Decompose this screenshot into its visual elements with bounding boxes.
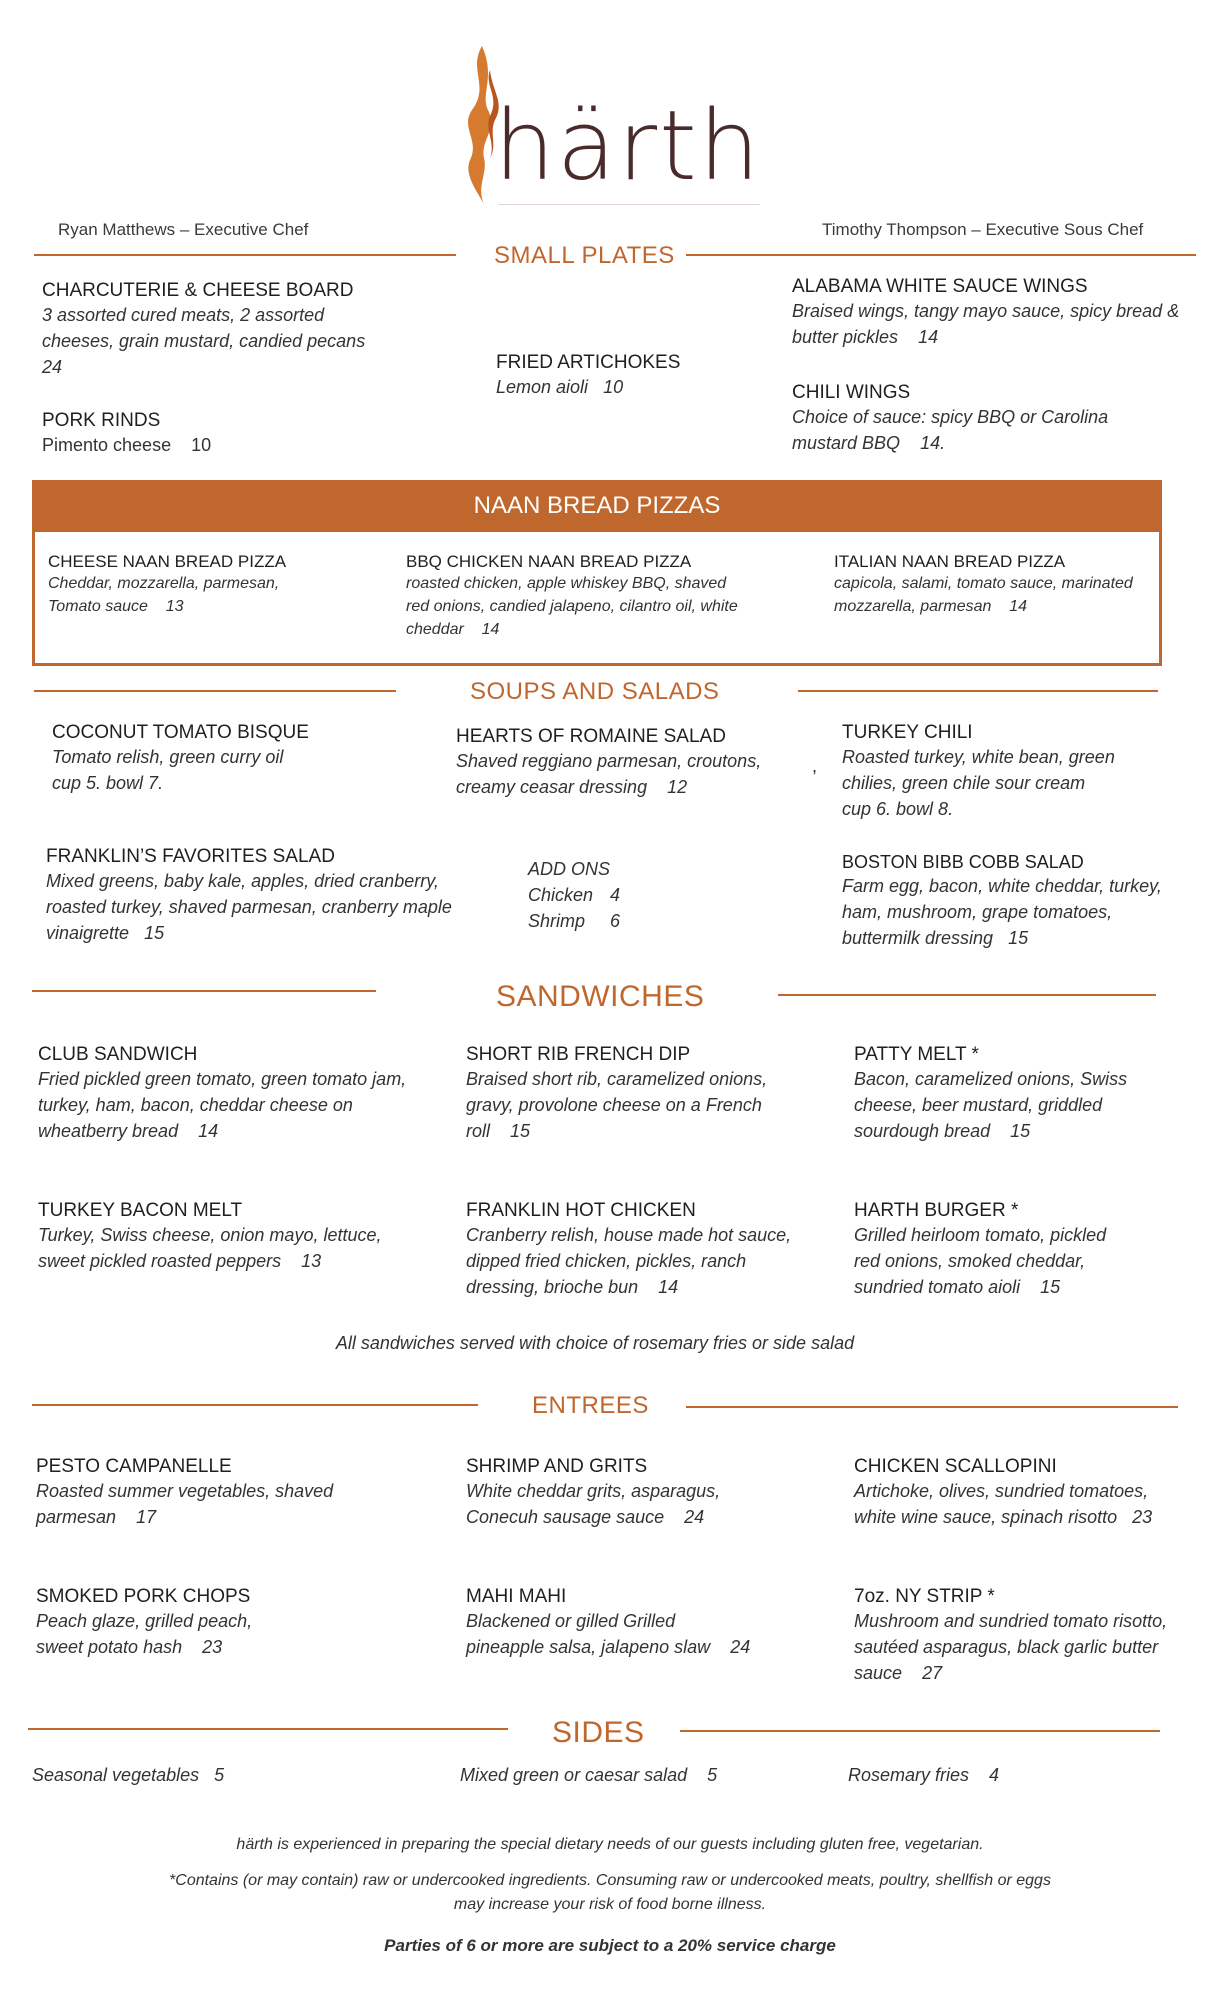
stray-comma: , xyxy=(812,756,818,776)
price: 10 xyxy=(191,435,212,455)
menu-item: SHORT RIB FRENCH DIP Braised short rib, caramelized onions, gravy, provolone cheese on a French roll 15 xyxy=(466,1044,768,1141)
menu-item: CHICKEN SCALLOPINI Artichoke, olives, sundried tomatoes, white wine sauce, spinach risotto 23 xyxy=(854,1456,1153,1527)
menu-item: FRANKLIN HOT CHICKEN Cranberry relish, house made hot sauce, dipped fried chicken, pickles, ranch dressing, brioche bun 14 xyxy=(466,1200,792,1297)
menu-item: FRIED ARTICHOKES Lemon aioli 10 xyxy=(496,352,681,397)
sous-chef: Timothy Thompson – Executive Sous Chef xyxy=(822,220,1144,239)
price: 14 xyxy=(1009,598,1027,615)
price: 27 xyxy=(922,1663,943,1683)
menu-item: ITALIAN NAAN BREAD PIZZA capicola, salami, tomato sauce, marinated mozzarella, parmesan 14 xyxy=(834,552,1133,615)
section-title-sandwiches: SANDWICHES xyxy=(496,980,705,1013)
menu-item: CLUB SANDWICH Fried pickled green tomato, green tomato jam, turkey, ham, bacon, cheddar cheese on wheatberry bread 14 xyxy=(38,1044,407,1141)
brand-wordmark: härth xyxy=(494,90,762,202)
menu-item: CHARCUTERIE & CHEESE BOARD 3 assorted cured meats, 2 assorted cheeses, grain mustard, candied pecans 24 xyxy=(42,280,382,380)
side-item: Seasonal vegetables 5 xyxy=(32,1765,225,1785)
price: 13 xyxy=(165,598,184,615)
price: 4 xyxy=(610,885,621,905)
menu-item: BOSTON BIBB COBB SALAD Farm egg, bacon, white cheddar, turkey, ham, mushroom, grape tomatoes, buttermilk dressing 15 xyxy=(842,852,1162,948)
menu-item: CHEESE NAAN BREAD PIZZA Cheddar, mozzarella, parmesan, Tomato sauce 13 xyxy=(48,552,287,615)
price: 23 xyxy=(202,1637,223,1657)
menu-item: HARTH BURGER * Grilled heirloom tomato, pickled red onions, smoked cheddar, sundried tomato aioli 15 xyxy=(854,1200,1107,1297)
section-rule xyxy=(798,690,1158,692)
menu-item: TURKEY BACON MELT Turkey, Swiss cheese, onion mayo, lettuce, sweet pickled roasted peppers 13 xyxy=(38,1200,382,1271)
section-title-pizzas: NAAN BREAD PIZZAS xyxy=(32,480,1162,532)
service-charge-note: Parties of 6 or more are subject to a 20% service charge xyxy=(384,1936,836,1955)
sandwich-note: All sandwiches served with choice of rosemary fries or side salad xyxy=(335,1333,855,1353)
price: 15 xyxy=(1040,1277,1061,1297)
section-rule xyxy=(32,1404,478,1406)
price: cup 5. bowl 7. xyxy=(52,773,164,793)
side-item: Rosemary fries 4 xyxy=(848,1765,1000,1785)
price: 14 xyxy=(198,1121,219,1141)
menu-item: COCONUT TOMATO BISQUE Tomato relish, green curry oil cup 5. bowl 7. xyxy=(52,722,372,796)
menu-item: PESTO CAMPANELLE Roasted summer vegetables, shaved parmesan 17 xyxy=(36,1456,334,1527)
price: 15 xyxy=(1008,928,1029,948)
price: 5 xyxy=(214,1765,225,1785)
section-rule xyxy=(28,1728,508,1730)
section-rule xyxy=(32,990,376,992)
menu-item: FRANKLIN’S FAVORITES SALAD Mixed greens, baby kale, apples, dried cranberry, roasted turkey, shaved parmesan, cranberry maple vinaigrette 15 xyxy=(46,846,452,943)
menu-item: MAHI MAHI Blackened or gilled Grilled pineapple salsa, jalapeno slaw 24 xyxy=(466,1586,751,1657)
price: 15 xyxy=(510,1121,531,1141)
dietary-note: härth is experienced in preparing the special dietary needs of our guests including gluten free, vegetarian. xyxy=(236,1836,984,1853)
price: 4 xyxy=(989,1765,1000,1785)
menu-item: PORK RINDS Pimento cheese 10 xyxy=(42,410,212,455)
menu-item: CHILI WINGS Choice of sauce: spicy BBQ or Carolina mustard BBQ 14. xyxy=(792,382,1109,453)
menu-item: 7oz. NY STRIP * Mushroom and sundried tomato risotto, sautéed asparagus, black garlic butter sauce 27 xyxy=(854,1586,1168,1683)
section-rule xyxy=(686,1406,1178,1408)
menu-item: BBQ CHICKEN NAAN BREAD PIZZA roasted chicken, apple whiskey BBQ, shaved red onions, candied jalapeno, cilantro oil, white cheddar 14 xyxy=(406,552,738,638)
price: 13 xyxy=(301,1251,322,1271)
section-rule xyxy=(686,254,1196,256)
menu-item: TURKEY CHILI Roasted turkey, white bean, green chilies, green chile sour cream cup 6. bowl 8. xyxy=(842,722,1142,822)
menu-item: ALABAMA WHITE SAUCE WINGS Braised wings, tangy mayo sauce, spicy bread & butter pickles 14 xyxy=(792,276,1180,347)
price: 10 xyxy=(603,377,624,397)
section-rule xyxy=(34,690,396,692)
price: 15 xyxy=(144,923,165,943)
price: cup 6. bowl 8. xyxy=(842,799,954,819)
price: 12 xyxy=(667,777,688,797)
add-ons: ADD ONS Chicken 4 Shrimp 6 xyxy=(528,856,678,934)
price: 24 xyxy=(684,1507,705,1527)
price: 15 xyxy=(1010,1121,1031,1141)
price: 23 xyxy=(1132,1507,1153,1527)
raw-warning-line-2: may increase your risk of food borne illness. xyxy=(453,1896,767,1913)
menu-item: SMOKED PORK CHOPS Peach glaze, grilled peach, sweet potato hash 23 xyxy=(36,1586,253,1657)
menu-item: PATTY MELT * Bacon, caramelized onions, Swiss cheese, beer mustard, griddled sourdough bread 15 xyxy=(854,1044,1128,1141)
side-item: Mixed green or caesar salad 5 xyxy=(460,1765,718,1785)
price: 14. xyxy=(920,433,946,453)
section-title-small-plates: SMALL PLATES xyxy=(494,242,675,269)
section-rule xyxy=(34,254,456,256)
raw-warning-line-1: *Contains (or may contain) raw or undercooked ingredients. Consuming raw or undercooked meats, poultry, shellfish or eggs xyxy=(169,1872,1051,1889)
logo-underline xyxy=(498,204,760,205)
section-title-entrees: ENTREES xyxy=(532,1392,649,1419)
section-title-soups: SOUPS AND SALADS xyxy=(470,678,720,705)
price: 14 xyxy=(658,1277,679,1297)
price: 17 xyxy=(136,1507,157,1527)
price: 6 xyxy=(610,911,621,931)
section-title-sides: SIDES xyxy=(552,1716,645,1749)
section-rule xyxy=(680,1730,1160,1732)
price: 14 xyxy=(481,621,500,638)
add-ons-title: ADD ONS xyxy=(528,859,611,879)
logo xyxy=(450,40,770,210)
section-rule xyxy=(778,994,1156,996)
price: 24 xyxy=(730,1637,751,1657)
executive-chef: Ryan Matthews – Executive Chef xyxy=(58,220,309,239)
price: 24 xyxy=(42,357,63,377)
menu-item: HEARTS OF ROMAINE SALAD Shaved reggiano parmesan, croutons, creamy ceasar dressing 12 xyxy=(456,726,762,797)
menu-item: SHRIMP AND GRITS White cheddar grits, asparagus, Conecuh sausage sauce 24 xyxy=(466,1456,721,1527)
price: 5 xyxy=(707,1765,718,1785)
price: 14 xyxy=(918,327,939,347)
